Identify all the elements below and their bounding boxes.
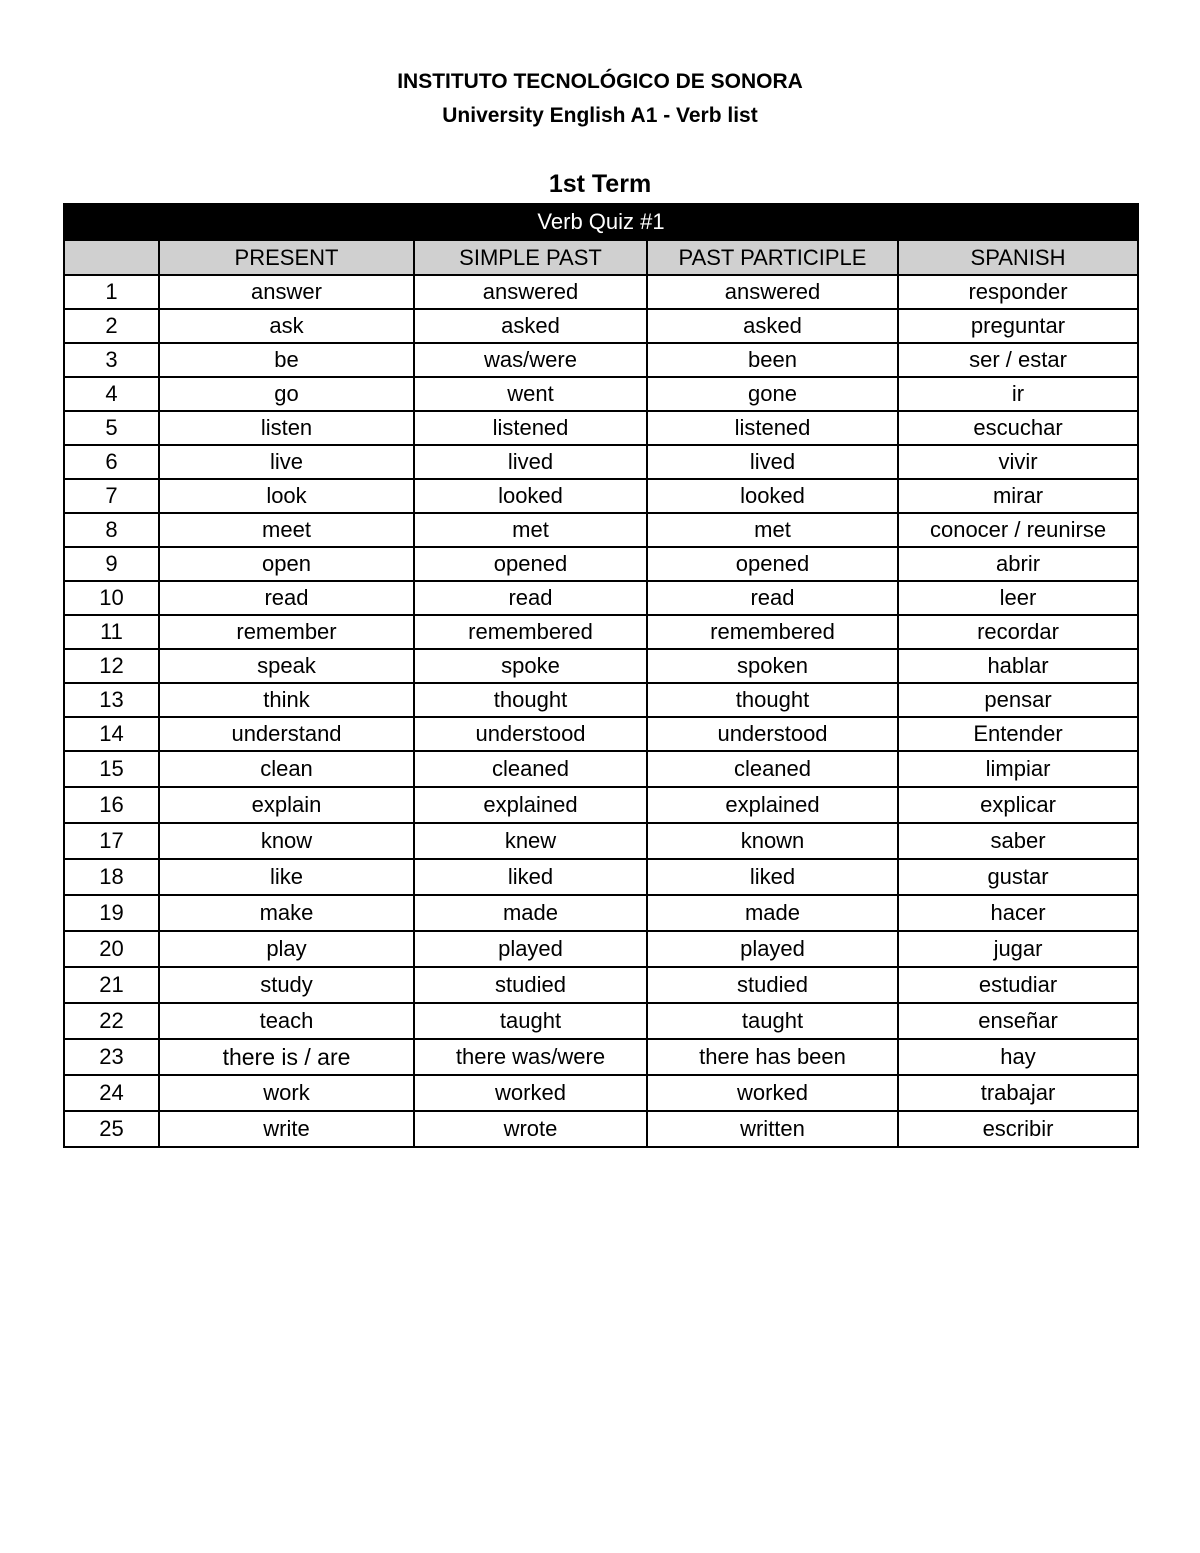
institution-title: INSTITUTO TECNOLÓGICO DE SONORA (397, 70, 803, 93)
row-number: 16 (64, 787, 159, 823)
past-participle-cell: remembered (647, 615, 898, 649)
spanish-cell: gustar (898, 859, 1138, 895)
present-cell: remember (159, 615, 414, 649)
past-participle-cell: cleaned (647, 751, 898, 787)
simple-past-cell: was/were (414, 343, 647, 377)
row-number: 12 (64, 649, 159, 683)
past-participle-cell: there has been (647, 1039, 898, 1075)
simple-past-cell: there was/were (414, 1039, 647, 1075)
present-cell: be (159, 343, 414, 377)
term-title: 1st Term (548, 170, 652, 198)
present-cell: live (159, 445, 414, 479)
verb-table-body (64, 275, 1138, 1147)
present-cell: ask (159, 309, 414, 343)
spanish-cell: recordar (898, 615, 1138, 649)
past-participle-cell: looked (647, 479, 898, 513)
spanish-cell: escribir (898, 1111, 1138, 1147)
spanish-cell: vivir (898, 445, 1138, 479)
past-participle-cell: answered (647, 275, 898, 309)
present-cell: read (159, 581, 414, 615)
simple-past-cell: worked (414, 1075, 647, 1111)
row-number: 6 (64, 445, 159, 479)
table-row (64, 967, 1138, 1003)
row-number: 7 (64, 479, 159, 513)
table-row (64, 377, 1138, 411)
past-participle-cell: thought (647, 683, 898, 717)
spanish-cell: enseñar (898, 1003, 1138, 1039)
table-row (64, 751, 1138, 787)
past-participle-cell: known (647, 823, 898, 859)
present-cell: make (159, 895, 414, 931)
simple-past-cell: met (414, 513, 647, 547)
row-number: 11 (64, 615, 159, 649)
table-row (64, 1003, 1138, 1039)
row-number: 18 (64, 859, 159, 895)
present-cell: think (159, 683, 414, 717)
table-row (64, 717, 1138, 751)
past-participle-cell: met (647, 513, 898, 547)
present-cell: look (159, 479, 414, 513)
row-number: 8 (64, 513, 159, 547)
quiz-title: Verb Quiz #1 (64, 204, 1138, 240)
table-row (64, 787, 1138, 823)
table-row (64, 513, 1138, 547)
simple-past-cell: went (414, 377, 647, 411)
table-row (64, 859, 1138, 895)
course-subtitle: University English A1 - Verb list (442, 104, 758, 127)
spanish-cell: jugar (898, 931, 1138, 967)
past-participle-cell: played (647, 931, 898, 967)
column-header-present: PRESENT (159, 240, 414, 275)
present-cell: listen (159, 411, 414, 445)
row-number: 13 (64, 683, 159, 717)
spanish-cell: conocer / reunirse (898, 513, 1138, 547)
simple-past-cell: studied (414, 967, 647, 1003)
present-cell: play (159, 931, 414, 967)
table-row (64, 895, 1138, 931)
simple-past-cell: understood (414, 717, 647, 751)
row-number: 4 (64, 377, 159, 411)
present-cell: explain (159, 787, 414, 823)
simple-past-cell: asked (414, 309, 647, 343)
past-participle-cell: liked (647, 859, 898, 895)
present-cell: speak (159, 649, 414, 683)
spanish-cell: hablar (898, 649, 1138, 683)
table-row (64, 1039, 1138, 1075)
past-participle-cell: written (647, 1111, 898, 1147)
past-participle-cell: studied (647, 967, 898, 1003)
table-row (64, 683, 1138, 717)
table-row (64, 411, 1138, 445)
table-row (64, 309, 1138, 343)
spanish-cell: trabajar (898, 1075, 1138, 1111)
simple-past-cell: looked (414, 479, 647, 513)
row-number: 1 (64, 275, 159, 309)
spanish-cell: hacer (898, 895, 1138, 931)
past-participle-cell: spoken (647, 649, 898, 683)
simple-past-cell: opened (414, 547, 647, 581)
table-row (64, 343, 1138, 377)
present-cell: teach (159, 1003, 414, 1039)
present-cell: like (159, 859, 414, 895)
present-cell: understand (159, 717, 414, 751)
row-number: 5 (64, 411, 159, 445)
past-participle-cell: listened (647, 411, 898, 445)
table-row (64, 1075, 1138, 1111)
spanish-cell: escuchar (898, 411, 1138, 445)
table-row (64, 445, 1138, 479)
table-row (64, 275, 1138, 309)
past-participle-cell: made (647, 895, 898, 931)
simple-past-cell: explained (414, 787, 647, 823)
spanish-cell: pensar (898, 683, 1138, 717)
past-participle-cell: understood (647, 717, 898, 751)
spanish-cell: ser / estar (898, 343, 1138, 377)
row-number: 17 (64, 823, 159, 859)
simple-past-cell: liked (414, 859, 647, 895)
past-participle-cell: been (647, 343, 898, 377)
table-row (64, 931, 1138, 967)
past-participle-cell: opened (647, 547, 898, 581)
present-cell: open (159, 547, 414, 581)
simple-past-cell: wrote (414, 1111, 647, 1147)
simple-past-cell: cleaned (414, 751, 647, 787)
past-participle-cell: gone (647, 377, 898, 411)
row-number: 9 (64, 547, 159, 581)
simple-past-cell: thought (414, 683, 647, 717)
spanish-cell: abrir (898, 547, 1138, 581)
spanish-cell: responder (898, 275, 1138, 309)
table-row (64, 615, 1138, 649)
table-row (64, 1111, 1138, 1147)
past-participle-cell: taught (647, 1003, 898, 1039)
present-cell: meet (159, 513, 414, 547)
spanish-cell: preguntar (898, 309, 1138, 343)
verb-table (63, 203, 1139, 1148)
simple-past-cell: made (414, 895, 647, 931)
quiz-title-row (64, 204, 1138, 240)
table-row (64, 823, 1138, 859)
row-number: 2 (64, 309, 159, 343)
simple-past-cell: read (414, 581, 647, 615)
row-number: 24 (64, 1075, 159, 1111)
row-number: 22 (64, 1003, 159, 1039)
spanish-cell: Entender (898, 717, 1138, 751)
simple-past-cell: answered (414, 275, 647, 309)
past-participle-cell: asked (647, 309, 898, 343)
spanish-cell: limpiar (898, 751, 1138, 787)
past-participle-cell: lived (647, 445, 898, 479)
past-participle-cell: worked (647, 1075, 898, 1111)
spanish-cell: hay (898, 1039, 1138, 1075)
simple-past-cell: remembered (414, 615, 647, 649)
table-row (64, 649, 1138, 683)
present-cell: there is / are (159, 1039, 414, 1075)
simple-past-cell: knew (414, 823, 647, 859)
table-row (64, 479, 1138, 513)
present-cell: work (159, 1075, 414, 1111)
past-participle-cell: explained (647, 787, 898, 823)
row-number: 23 (64, 1039, 159, 1075)
simple-past-cell: spoke (414, 649, 647, 683)
simple-past-cell: lived (414, 445, 647, 479)
column-header-past-participle: PAST PARTICIPLE (647, 240, 898, 275)
present-cell: clean (159, 751, 414, 787)
present-cell: go (159, 377, 414, 411)
simple-past-cell: played (414, 931, 647, 967)
column-header-spanish: SPANISH (898, 240, 1138, 275)
row-number: 14 (64, 717, 159, 751)
column-header-number (64, 240, 159, 275)
row-number: 3 (64, 343, 159, 377)
column-header-row (64, 240, 1138, 275)
spanish-cell: ir (898, 377, 1138, 411)
past-participle-cell: read (647, 581, 898, 615)
present-cell: know (159, 823, 414, 859)
table-row (64, 547, 1138, 581)
present-cell: study (159, 967, 414, 1003)
simple-past-cell: taught (414, 1003, 647, 1039)
spanish-cell: leer (898, 581, 1138, 615)
row-number: 25 (64, 1111, 159, 1147)
row-number: 21 (64, 967, 159, 1003)
row-number: 15 (64, 751, 159, 787)
row-number: 19 (64, 895, 159, 931)
table-row (64, 581, 1138, 615)
column-header-simple-past: SIMPLE PAST (414, 240, 647, 275)
present-cell: answer (159, 275, 414, 309)
row-number: 20 (64, 931, 159, 967)
spanish-cell: estudiar (898, 967, 1138, 1003)
spanish-cell: explicar (898, 787, 1138, 823)
present-cell: write (159, 1111, 414, 1147)
spanish-cell: saber (898, 823, 1138, 859)
spanish-cell: mirar (898, 479, 1138, 513)
row-number: 10 (64, 581, 159, 615)
simple-past-cell: listened (414, 411, 647, 445)
